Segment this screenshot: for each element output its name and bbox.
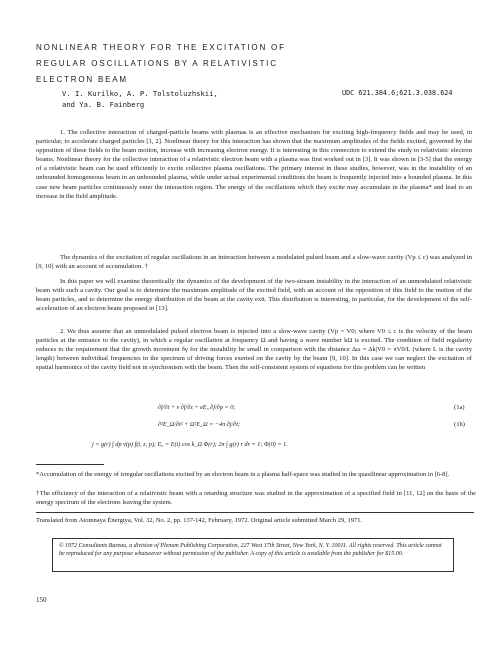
title-line: NONLINEAR THEORY FOR THE EXCITATION OF	[36, 43, 286, 52]
divider-line	[36, 512, 474, 513]
authors-line: and Ya. B. Fainberg	[62, 100, 145, 109]
footnote-asterisk: *Accumulation of the energy of irregular oscillations excited by an electron beam in a plasma half-space was studied in the quasilinear approximation in [6-8].	[36, 471, 450, 478]
footnote-rule	[36, 464, 104, 465]
authors	[62, 88, 322, 110]
title-line: REGULAR OSCILLATIONS BY A RELATIVISTIC	[36, 59, 278, 68]
udc-code: UDC 621.384.6;621.3.038.624	[342, 89, 453, 97]
copyright-box	[52, 538, 454, 572]
equation-1b-number: (1b)	[454, 421, 465, 428]
translation-note: Translated from Atomnaya Énergiya, Vol. 32, No. 2, pp. 137-142, February, 1972. Original article submitted March 29, 1971.	[36, 517, 363, 524]
equation-1b: ∂²E_Ω/∂t² + Ω²E_Ω = −4π ∂j/∂t;	[158, 421, 241, 428]
equation-1a-number: (1a)	[454, 404, 465, 411]
paragraph-1: 1. The collective interaction of charged-particle beams with plasmas is an effective mechanism for exciting high-frequency fields and may be used, in particular, to accelerate charged particles [1, 2]. Nonlinear theory for this interaction has shown that the maximum amplitudes of the fields excited, governed by the opposition of these fields to the beam motion, increase with increasing electron energy. It is interesting in this connection to extend the study to relativistic electron beams. Nonlinear theory for the collective interaction of a relativistic electron beam with a plasma was first worked out in [3]. It was shown in [3-5] that the energy of a relativistic beam can be used efficiently to excite collective plasma oscillations. The primary interest in these studies, however, was in the instability of an unbounded homogeneous beam in an unbounded plasma, while under actual experimental conditions the beam is frequently injected into a bounded plasma. In this case new beam particles continuously enter the interaction region. The energy of the oscillations which they excite may accumulate in the plasma* and lead to an increase in the field amplitude.	[36, 129, 472, 200]
authors-line: V. I. Kurilko, A. P. Tolstoluzhskii,	[62, 89, 218, 98]
title-line: ELECTRON BEAM	[36, 75, 128, 84]
paragraph-3: In this paper we will examine theoretically the dynamics of the development of the two-stream instability in the interaction of an unmodulated relativistic beam with such a cavity. Our goal is to determine the maximum amplitude of the excited field, with an account of the opposition of this field to the motion of the beam particles, and to determine the energy distribution of the beam at the cavity exit. This distribution is interesting, in particular, for the development of the self-acceleration of an electron beam proposed in [13].	[36, 278, 472, 313]
copyright-text: © 1972 Consultants Bureau, a division of Plenum Publishing Corporation, 227 West 17th Street, New York, N. Y. 10011. All rights reserved. This article cannot be reproduced for any purpose whatsoever without permission of the publisher. A copy of this article is available from the publisher for $15.00.	[59, 543, 442, 558]
paragraph-4: 2. We thus assume that an unmodulated pulsed electron beam is injected into a slow-wave cavity (Vp = V0; where V0 ≤ c is the velocity of the beam particles at the entrance to the cavity), in which a regular oscillation at frequency Ω and having a wave number kΩ is excited. The condition of field regularity reduces to the requirement that the growth increment δγ for the instability be small in comparison with the distance Δω = Δk|V0 = πV0/L (where L is the cavity length) between individual frequencies in the spectrum of driving forces exerted on the cavity by the beam [9, 10]. In this case we can neglect the excitation of spatial harmonics of the cavity field not in synchronism with the beam. Then the self-consistent system of equations for this problem can be written	[36, 328, 472, 372]
footnote-dagger: †The efficiency of the interaction of a relativistic beam with a retarding structure was studied in the approximation of a specified field in [11, 12] on the basis of the energy spectrum of the electrons leaving the system.	[36, 490, 476, 506]
equation-definitions: j = g(r) ∫ dp v(p) f(t, z, p); E₀ = E(t) cos k_Ω Φ(r); 2π ∫ g(r) r dr = 1; Φ(0) = 1.	[92, 441, 288, 448]
article-title	[36, 40, 366, 88]
paragraph-2: The dynamics of the excitation of regular oscillations in an interaction between a modulated pulsed beam and a slow-wave cavity (Vp ≤ c) was analyzed in [9, 10] with an account of accumulation. †	[36, 254, 472, 271]
equation-1a: ∂f/∂t + v ∂f/∂z + eE₀ ∂f/∂p = 0;	[158, 404, 236, 411]
page-number: 150	[36, 596, 47, 604]
